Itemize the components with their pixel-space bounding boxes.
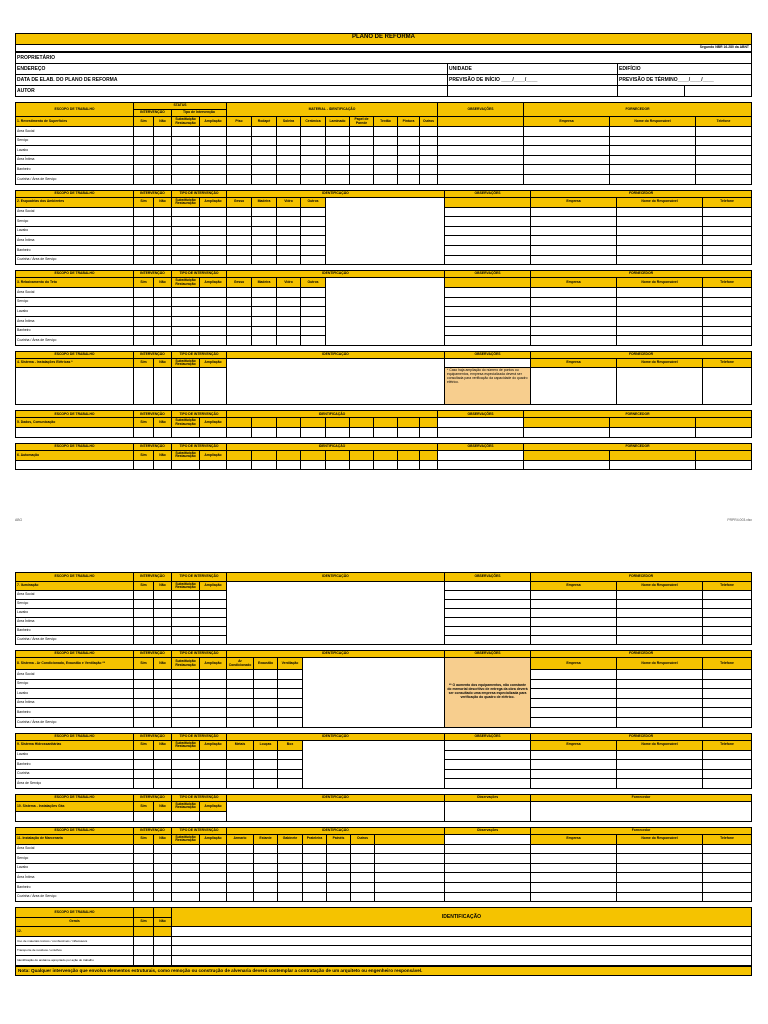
address-field[interactable]: ENDEREÇO <box>16 64 448 75</box>
table-row[interactable]: Cozinha <box>16 769 752 779</box>
section-hidrossanitarias: ESCOPO DE TRABALHO INTERVENÇÃO TIPO DE INTERVENÇÃO IDENTIFICAÇÃO OBSERVAÇÕES FORNECEDOR 9. Sistema Hidrossanitárias Sim Não Substituição Restauração Ampliação Metais Louças Box Empresa Nome do Responsável Telefone Lavabo Banheiro Cozinha Área de Serviço <box>15 733 752 789</box>
author-field[interactable]: AUTOR <box>16 86 448 97</box>
table-row[interactable]: Cozinha / Área de Serviço <box>16 336 752 346</box>
electrical-note: * Caso haja ampliação do número de pontos ou equipamentos, empresa especializada deverá ser consultada para verificação da capacidade do quadro elétrico. <box>445 368 531 405</box>
section-esquadrias: ESCOPO DE TRABALHO INTERVENÇÃO TIPO DE INTERVENÇÃO IDENTIFICAÇÃO OBSERVAÇÕES FORNECEDOR 2. Esquadrias dos Ambientes Sim Não Substituição Restauração Ampliação Gesso Madeira Vidro Outros Empresa Nome do Responsável Telefone Área Social Serviço Lavabo Área Íntima Banheiro Cozinha / Área de Serviço <box>15 190 752 266</box>
table-row[interactable]: Cozinha / Área de Serviço <box>16 717 752 727</box>
unit-field[interactable]: UNIDADE <box>448 64 618 75</box>
supplier-header: FORNECEDOR <box>524 103 752 117</box>
table-row[interactable]: Cozinha / Área de Serviço <box>16 174 752 184</box>
table-row[interactable]: Área Social <box>16 591 752 600</box>
table-row[interactable]: Banheiro <box>16 760 752 770</box>
section-ar-condicionado: ESCOPO DE TRABALHO INTERVENÇÃO TIPO DE INTERVENÇÃO IDENTIFICAÇÃO OBSERVAÇÕES FORNECEDOR 8. Sistema - Ar Condicionado, Exaustão e Ventilação ** Sim Não Substituição Restauração Ampliação Ar Condicionado Exaustão Ventilação ** O aumento dos equipamentos, não constante do memorial descritivo de entrega da obra deverá ser consultado uma empresa especializada para verificação do quadro de elétrico. Empresa Nome do Responsável Telefone Área Social Serviço Lavabo Área Íntima Banheiro Cozinha / Área de Serviço <box>15 650 752 728</box>
table-row[interactable]: Área Social <box>16 127 752 137</box>
table-row[interactable]: Área Social <box>16 844 752 854</box>
table-row[interactable]: Área Íntima <box>16 236 752 246</box>
table-row[interactable]: Cozinha / Área de Serviço <box>16 255 752 265</box>
table-row[interactable]: Transporte de resíduos / entulhos <box>16 946 752 956</box>
table-row[interactable]: Serviço <box>16 854 752 864</box>
table-row[interactable]: Banheiro <box>16 326 752 336</box>
intervention-header: INTERVENÇÃO <box>134 110 172 117</box>
owner-field[interactable]: PROPRIETÁRIO <box>16 53 752 64</box>
status-header: STATUS <box>134 103 227 110</box>
table-row[interactable] <box>16 428 752 438</box>
table-row[interactable]: Banheiro <box>16 245 752 255</box>
section-automacao: ESCOPO DE TRABALHO INTERVENÇÃO TIPO DE INTERVENÇÃO IDENTIFICAÇÃO OBSERVAÇÕES FORNECEDOR 6. Automação Sim Não Substituição Restauração Ampliação <box>15 443 752 471</box>
section-dados: ESCOPO DE TRABALHO INTERVENÇÃO TIPO DE INTERVENÇÃO IDENTIFICAÇÃO OBSERVAÇÕES FORNECEDOR 5. Dados, Comunicação Sim Não Substituição Restauração Ampliação <box>15 410 752 438</box>
footer-left: ABG <box>15 518 23 522</box>
table-row[interactable]: Uso de materiais tóxicos / combustíveis / inflamáveis <box>16 936 752 946</box>
table-row[interactable]: Lavabo <box>16 863 752 873</box>
table-row[interactable]: Serviço <box>16 136 752 146</box>
footer-right: PRPR4.003.xlsx <box>727 518 752 522</box>
table-row[interactable]: Área Social <box>16 207 752 217</box>
table-row[interactable] <box>16 460 752 470</box>
section-teto: ESCOPO DE TRABALHO INTERVENÇÃO TIPO DE INTERVENÇÃO IDENTIFICAÇÃO OBSERVAÇÕES FORNECEDOR 3. Rebaixamento do Teto Sim Não Substituição Restauração Ampliação Gesso Madeira Vidro Outros Empresa Nome do Responsável Telefone Área Social Serviço Lavabo Área Íntima Banheiro Cozinha / Área de Serviço <box>15 270 752 346</box>
section-title: 1. Revestimento de Superfícies <box>16 117 134 127</box>
table-row[interactable]: Serviço <box>16 679 752 689</box>
table-row[interactable]: Lavabo <box>16 146 752 156</box>
table-row[interactable]: Área Íntima <box>16 698 752 708</box>
table-row[interactable]: Identificação do andaime apropriado por ação do trabalho <box>16 956 752 966</box>
header-table <box>15 52 752 97</box>
plan-date-field[interactable]: DATA DE ELAB. DO PLANO DE REFORMA <box>16 75 448 86</box>
table-row[interactable]: Área Íntima <box>16 618 752 627</box>
footer-note: Nota: Qualquer intervenção que envolva elementos estruturais, como remoção ou construção de alvenaria deverá contemplar a contratação de um arquiteto ou engenheiro responsável. <box>15 966 752 976</box>
end-date-field[interactable]: PREVISÃO DE TÉRMINO____/____/____ <box>618 75 752 86</box>
table-row[interactable]: Lavabo <box>16 689 752 699</box>
section-gerais: ESCOPO DE TRABALHO IDENTIFICAÇÃO Gerais Sim Não 12. Uso de materiais tóxicos / combustíveis / inflamáveis Transporte de resíduos / entulhos Identificação do andaime apropriado por ação do trabalho <box>15 907 752 966</box>
type-header: Tipo de Intervenção <box>172 110 227 117</box>
section-marcenaria: ESCOPO DE TRABALHO INTERVENÇÃO TIPO DE INTERVENÇÃO IDENTIFICAÇÃO Observações Fornecedor 11. Instalação de Marcenaria Sim Não Substituição Restauração Ampliação Armario Estante Gabinete Prateleira Painéis Outros Empresa Nome do Responsável Telefone Área Social Serviço Lavabo Área Íntima Banheiro Cozinha / Área de Serviço <box>15 827 752 903</box>
observations-header: OBSERVAÇÕES <box>438 103 524 117</box>
ac-note: ** O aumento dos equipamentos, não constante do memorial descritivo de entrega da obra deverá ser consultado uma empresa especializada para verificação do quadro de elétrico. <box>445 658 531 728</box>
page-title: PLANO DE REFORMA <box>15 33 752 45</box>
table-row[interactable]: Banheiro <box>16 627 752 636</box>
norm-reference: Segundo NBR 16.280 da ABNT <box>15 45 752 52</box>
table-row[interactable]: Lavabo <box>16 609 752 618</box>
table-row[interactable]: Lavabo <box>16 226 752 236</box>
table-row[interactable]: Banheiro <box>16 708 752 718</box>
table-row[interactable]: Área Social <box>16 670 752 680</box>
section-eletrica: ESCOPO DE TRABALHO INTERVENÇÃO TIPO DE INTERVENÇÃO IDENTIFICAÇÃO OBSERVAÇÕES FORNECEDOR 4. Sistema - Instalações Elétricas * Sim Não Substituição Restauração Ampliação Empresa Nome do Responsável Telefone * Caso haja ampliação do número de pontos ou equipamentos, empresa especializada deverá ser consultada para verificação da capacidade do quadro elétrico. <box>15 351 752 406</box>
table-row[interactable]: Banheiro <box>16 165 752 175</box>
section-revestimento: ESCOPO DE TRABALHO STATUS MATERIAL - IDENTIFICAÇÃO OBSERVAÇÕES FORNECEDOR INTERVENÇÃO Tipo de Intervenção 1. Revestimento de Superfícies Sim Não Substituição Restauração Ampliação Piso Rodapé Soleira Cerâmica Laminado Papel de Parede Textão Pintura Outros Empresa Nome do Responsável Telefone Área Social Serviço Lavabo Área Íntima Banheiro Cozinha / Área de Serviço <box>15 102 752 185</box>
section-gas: ESCOPO DE TRABALHO INTERVENÇÃO TIPO DE INTERVENÇÃO IDENTIFICAÇÃO Observações Fornecedor 10. Sistema - Instalações Gás Sim Não Substituição Restauração Ampliação <box>15 794 752 822</box>
table-row[interactable]: Área Social <box>16 288 752 298</box>
building-field[interactable]: EDIFÍCIO <box>618 64 752 75</box>
table-row[interactable]: Cozinha / Área de Serviço <box>16 892 752 902</box>
table-row[interactable]: Área de Serviço <box>16 779 752 789</box>
table-row[interactable]: Serviço <box>16 297 752 307</box>
table-row[interactable]: Serviço <box>16 217 752 227</box>
start-date-field[interactable]: PREVISÃO DE INÍCIO ____/____/____ <box>448 75 618 86</box>
page-one <box>15 33 752 470</box>
material-header: MATERIAL - IDENTIFICAÇÃO <box>227 103 438 117</box>
table-row[interactable]: Área Íntima <box>16 155 752 165</box>
scope-header: ESCOPO DE TRABALHO <box>16 103 134 117</box>
table-row[interactable]: Lavabo <box>16 307 752 317</box>
table-row[interactable]: Banheiro <box>16 882 752 892</box>
section-iluminacao: ESCOPO DE TRABALHO INTERVENÇÃO TIPO DE INTERVENÇÃO IDENTIFICAÇÃO OBSERVAÇÕES FORNECEDOR 7. Iluminação Sim Não Substituição Restauração Ampliação Empresa Nome do Responsável Telefone Área Social Serviço Lavabo Área Íntima Banheiro Cozinha / Área de Serviço <box>15 572 752 645</box>
table-row[interactable]: Serviço <box>16 600 752 609</box>
table-row[interactable]: Área Íntima <box>16 873 752 883</box>
table-row[interactable]: Cozinha / Área de Serviço <box>16 636 752 645</box>
page-two <box>15 572 752 976</box>
table-row[interactable]: Área Íntima <box>16 316 752 326</box>
table-row[interactable]: Lavabo <box>16 750 752 760</box>
